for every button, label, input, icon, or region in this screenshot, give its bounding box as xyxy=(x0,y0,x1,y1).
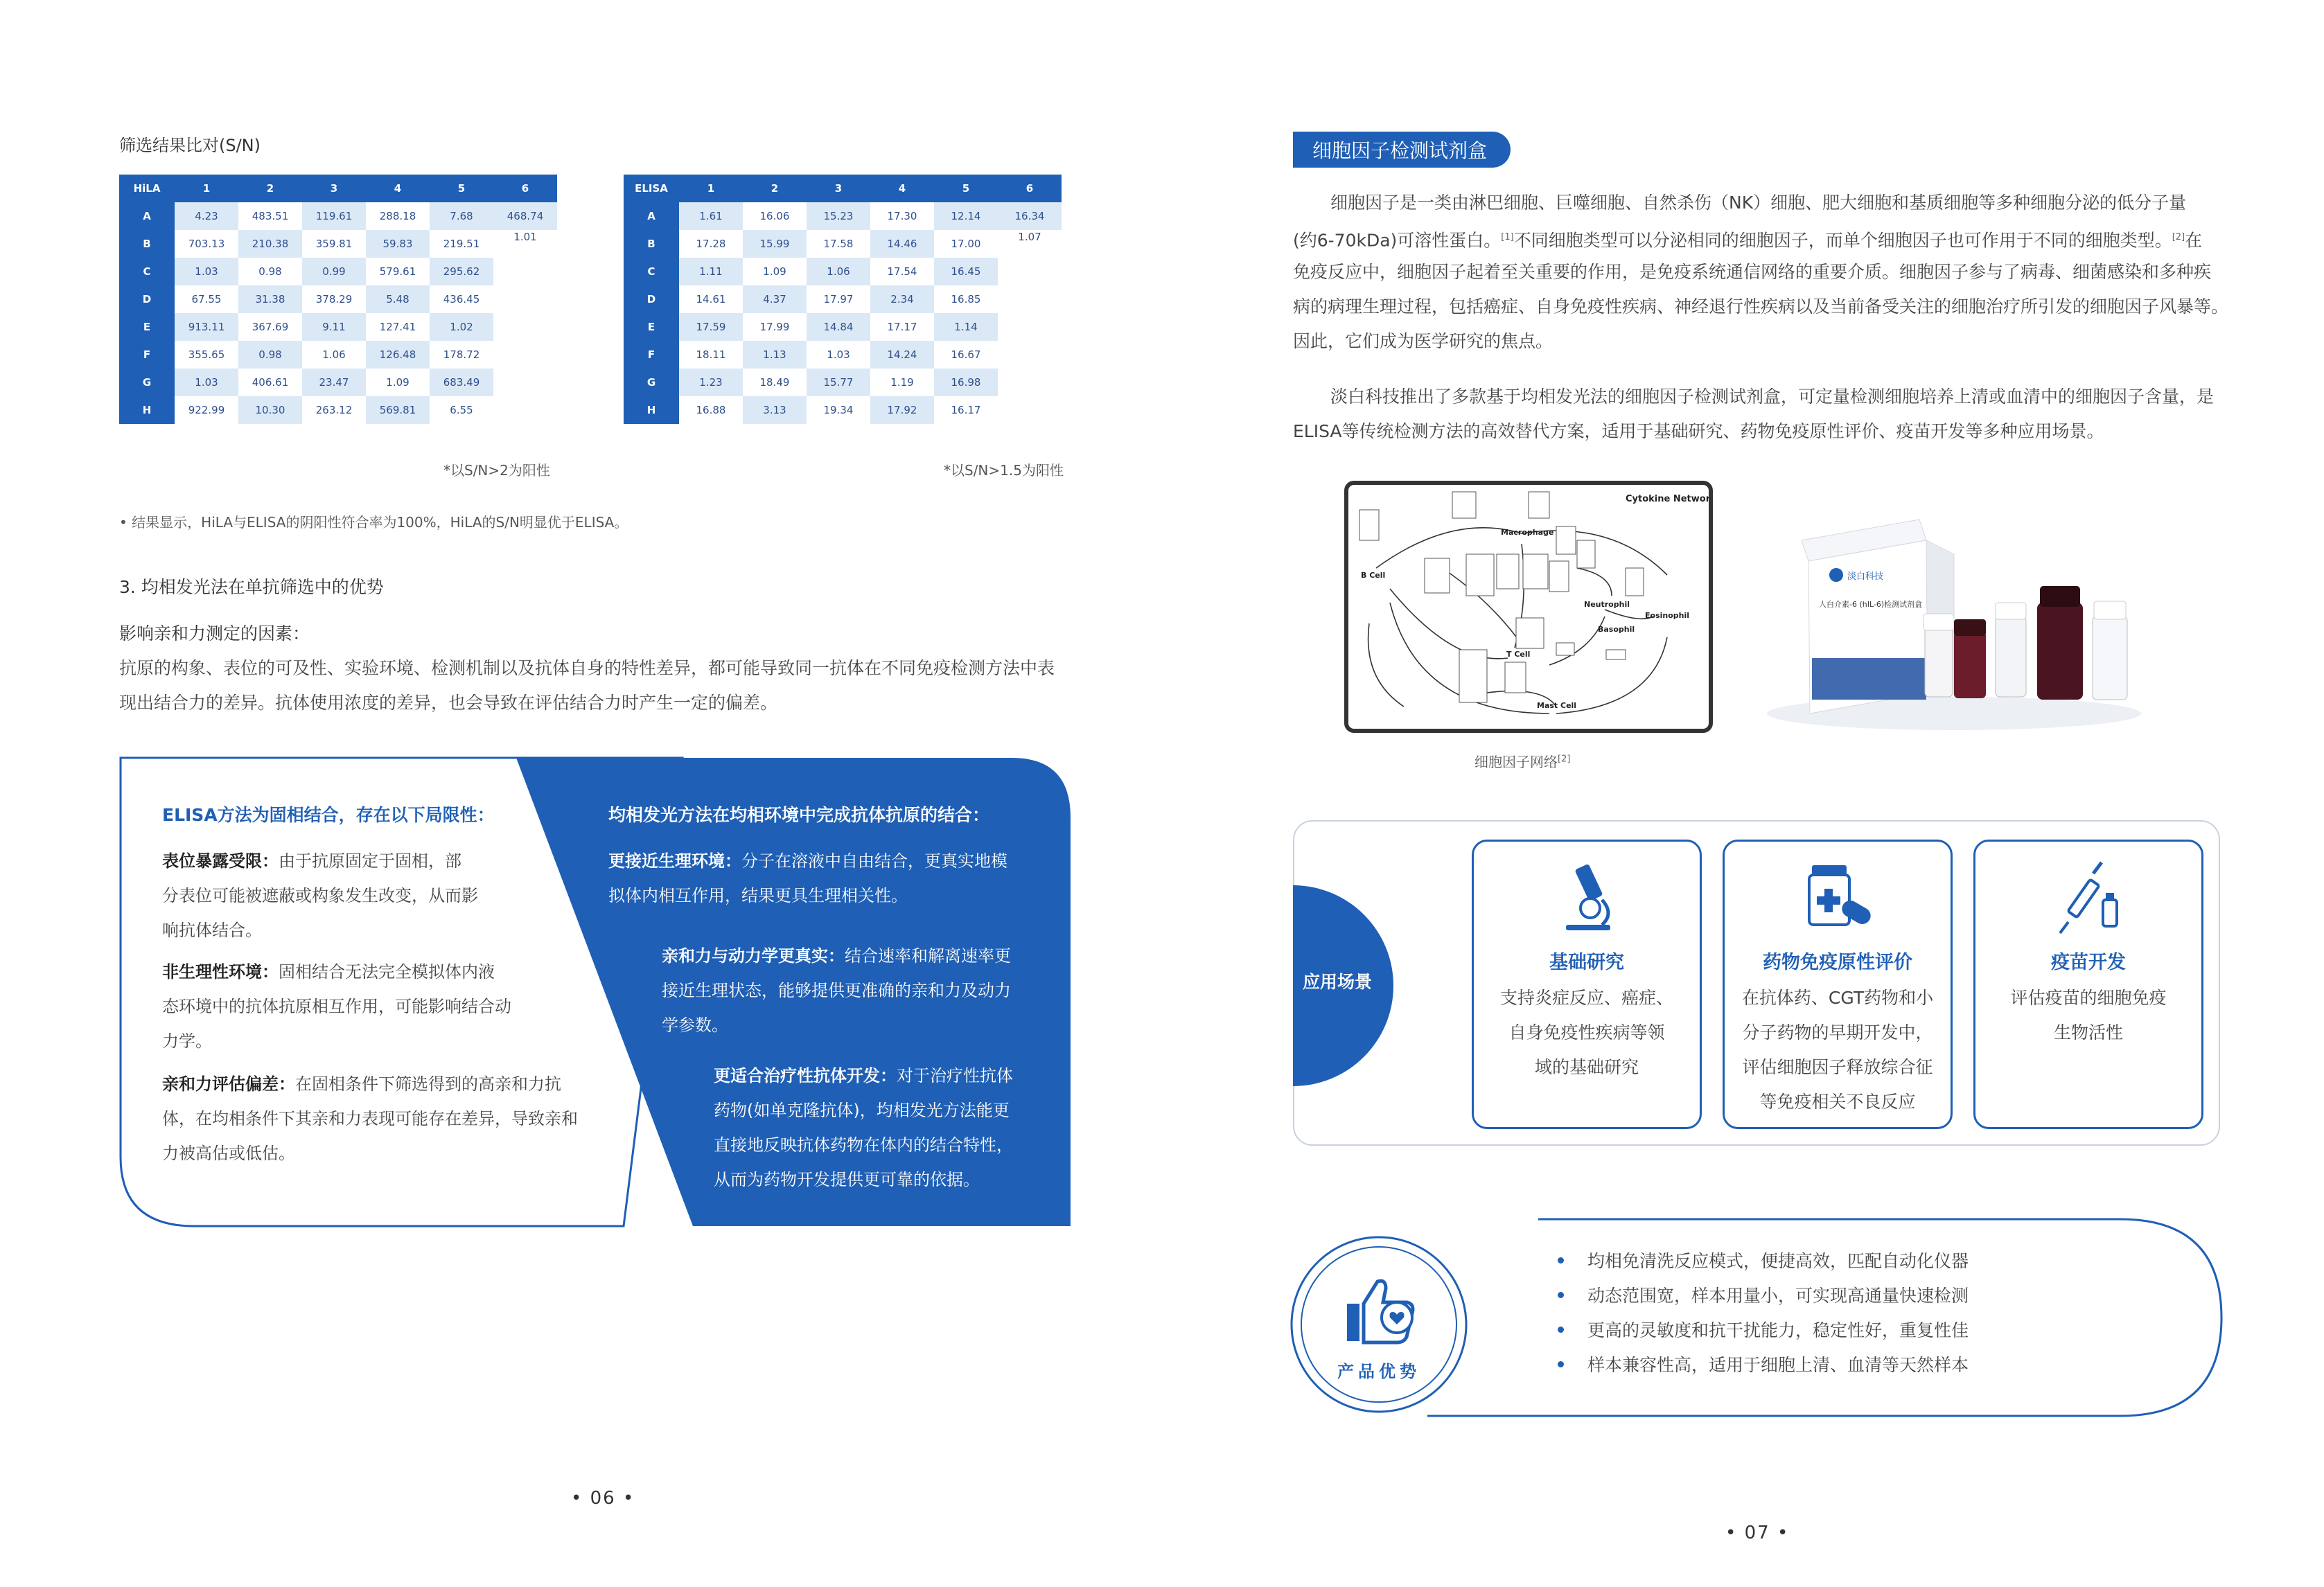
result-note: • 结果显示，HiLA与ELISA的阴阳性符合率为100%，HiLA的S/N明显优于ELISA。 xyxy=(119,514,628,531)
table-row xyxy=(624,396,1062,424)
table-cell xyxy=(493,313,557,341)
bullet-icon xyxy=(1558,1292,1564,1298)
table-cell: 15.99 xyxy=(743,230,807,258)
table-cell xyxy=(493,396,557,424)
table-cell: 12.14 xyxy=(934,202,998,230)
table-cell: 263.12 xyxy=(302,396,366,424)
advantages-label: 产品优势 xyxy=(1337,1362,1420,1381)
hila-table xyxy=(119,175,557,424)
table-cell: 913.11 xyxy=(175,313,238,341)
factors-line-2: 现出结合力的差异。抗体使用浓度的差异，也会导致在评估结合力时产生一定的偏差。 xyxy=(119,693,778,713)
row-header: F xyxy=(119,341,175,369)
table-cell: 703.13 xyxy=(175,230,238,258)
table-cell xyxy=(998,369,1062,396)
table-row xyxy=(624,230,1062,258)
column-header: 1 xyxy=(175,175,238,202)
node-mast-cell: Mast Cell xyxy=(1537,701,1577,710)
table-row xyxy=(119,369,557,396)
table-cell: 15.23 xyxy=(807,202,870,230)
table-cell: 17.00 xyxy=(934,230,998,258)
table-cell: 119.61 xyxy=(302,202,366,230)
table-cell: 17.97 xyxy=(807,285,870,313)
advantage-item: 均相免清洗反应模式，便捷高效，匹配自动化仪器 xyxy=(1558,1243,1969,1277)
table-row xyxy=(624,369,1062,396)
table-row xyxy=(119,341,557,369)
table-cell: 16.17 xyxy=(934,396,998,424)
table-cell: 16.06 xyxy=(743,202,807,230)
table-cell xyxy=(998,313,1062,341)
table-cell: 288.18 xyxy=(366,202,430,230)
table-row xyxy=(624,341,1062,369)
table-cell: 16.45 xyxy=(934,258,998,285)
table-cell: 17.54 xyxy=(870,258,934,285)
table-row xyxy=(624,313,1062,341)
table-cell: 1.14 xyxy=(934,313,998,341)
row-header: E xyxy=(119,313,175,341)
row-header: D xyxy=(119,285,175,313)
table-cell: 178.72 xyxy=(430,341,493,369)
table-cell: 1.03 xyxy=(175,258,238,285)
intro-line-2: (约6-70kDa)可溶性蛋白。[1]不同细胞类型可以分泌相同的细胞因子，而单个细胞因子也可作用于不同的细胞类型。[2]在 xyxy=(1293,230,2203,251)
advantage-item: 更高的灵敏度和抗干扰能力，稳定性好，重复性佳 xyxy=(1558,1312,1969,1347)
card-title: 疫苗开发 xyxy=(2051,952,2126,973)
table-cell: 59.83 xyxy=(366,230,430,258)
card-title: 药物免疫原性评价 xyxy=(1763,952,1912,973)
homogeneous-adv-1: 更接近生理环境：分子在溶液中自由结合，更真实地模 拟体内相互作用，结果更具生理相关性。 xyxy=(608,851,1007,905)
table-cell: 406.61 xyxy=(238,369,302,396)
table-cell: 0.98 xyxy=(238,258,302,285)
intro2-line-2: ELISA等传统检测方法的高效替代方案，适用于基础研究、药物免疫原性评价、疫苗开发等多种应用场景。 xyxy=(1293,421,2104,441)
table-cell: 1.09 xyxy=(743,258,807,285)
app-card-drug-immunogenicity xyxy=(1723,840,1953,1129)
table-cell: 468.74 xyxy=(493,202,557,230)
table-cell: 359.81 xyxy=(302,230,366,258)
table-cell: 367.69 xyxy=(238,313,302,341)
table-cell: 18.11 xyxy=(679,341,743,369)
node-eosinophil: Eosinophil xyxy=(1645,611,1690,620)
kit-product-image xyxy=(1746,485,2148,734)
table-cell: 0.99 xyxy=(302,258,366,285)
table-corner-header: HiLA xyxy=(119,175,175,202)
column-header: 6 xyxy=(998,175,1062,202)
table-cell: 17.92 xyxy=(870,396,934,424)
row-header: D xyxy=(624,285,679,313)
microscope-icon xyxy=(1552,858,1621,934)
table-cell: 19.34 xyxy=(807,396,870,424)
table-cell xyxy=(493,258,557,285)
elisa-limit-2: 非生理性环境：固相结合无法完全模拟体内液 态环境中的抗体抗原相互作用，可能影响结合动 力学。 xyxy=(162,962,511,1051)
table-row xyxy=(624,202,1062,230)
thumbs-up-icon xyxy=(1343,1276,1419,1345)
table-cell: 1.11 xyxy=(679,258,743,285)
elisa-note: *以S/N>1.5为阳性 xyxy=(944,462,1064,479)
row-header: A xyxy=(624,202,679,230)
table-cell: 1.13 xyxy=(743,341,807,369)
table-cell: 1.61 xyxy=(679,202,743,230)
medicine-icon xyxy=(1799,858,1876,934)
column-header: 2 xyxy=(238,175,302,202)
table-row xyxy=(119,313,557,341)
table-cell: 17.99 xyxy=(743,313,807,341)
table-cell: 16.34 xyxy=(998,202,1062,230)
network-caption: 细胞因子网络[2] xyxy=(1474,754,1571,770)
page-number-left: • 06 • xyxy=(571,1488,635,1509)
table-cell: 436.45 xyxy=(430,285,493,313)
row-header: E xyxy=(624,313,679,341)
homogeneous-adv-2: 亲和力与动力学更真实：结合速率和解离速率更 接近生理状态，能够提供更准确的亲和力及动力 学参数。 xyxy=(662,946,1011,1035)
column-header: 3 xyxy=(302,175,366,202)
column-header: 6 xyxy=(493,175,557,202)
node-b-cell: B Cell xyxy=(1361,571,1386,580)
homogeneous-adv-3: 更适合治疗性抗体开发：对于治疗性抗体 药物(如单克隆抗体)，均相发光方法能更 直接地反映抗体药物在体内的结合特性， 从而为药物开发提供更可靠的依据。 xyxy=(714,1066,1013,1189)
table-cell: 14.46 xyxy=(870,230,934,258)
table-cell: 9.11 xyxy=(302,313,366,341)
column-header: 1 xyxy=(679,175,743,202)
table-cell: 17.30 xyxy=(870,202,934,230)
row-header: F xyxy=(624,341,679,369)
card-title: 基础研究 xyxy=(1549,952,1624,973)
table-row xyxy=(624,285,1062,313)
node-neutrophil: Neutrophil xyxy=(1584,600,1630,609)
bullet-icon xyxy=(1558,1257,1564,1264)
table-cell: 1.19 xyxy=(870,369,934,396)
bullet-icon xyxy=(1558,1327,1564,1333)
table-cell: 4.37 xyxy=(743,285,807,313)
bullet-icon xyxy=(1558,1361,1564,1367)
table-row xyxy=(119,202,557,230)
intro-line-4: 病的病理生理过程，包括癌症、自身免疫性疾病、神经退行性疾病以及当前备受关注的细胞治疗所引发的细胞因子风暴等。 xyxy=(1293,296,2229,317)
node-basophil: Basophil xyxy=(1598,625,1635,634)
card-description: 在抗体药、CGT药物和小 分子药物的早期开发中， 评估细胞因子释放综合征 等免疫相关不良反应 xyxy=(1741,988,1934,1112)
table-cell: 18.49 xyxy=(743,369,807,396)
table-cell xyxy=(998,285,1062,313)
app-card-basic-research xyxy=(1472,840,1702,1129)
node-macrophage: Macrophage xyxy=(1501,528,1554,537)
table-cell xyxy=(998,396,1062,424)
app-card-vaccine xyxy=(1973,840,2203,1129)
table-cell: 127.41 xyxy=(366,313,430,341)
row-header: H xyxy=(119,396,175,424)
factors-line-1: 抗原的构象、表位的可及性、实验环境、检测机制以及抗体自身的特性差异，都可能导致同一抗体在不同免疫检测方法中表 xyxy=(119,658,1055,678)
table-cell: 1.06 xyxy=(302,341,366,369)
table-cell: 31.38 xyxy=(238,285,302,313)
intro-line-3: 免疫反应中，细胞因子起着至关重要的作用，是免疫系统通信网络的重要介质。细胞因子参与了病毒、细菌感染和多种疾 xyxy=(1293,262,2212,282)
table-cell: 1.01 xyxy=(493,230,557,258)
row-header: G xyxy=(624,369,679,396)
table-cell: 7.68 xyxy=(430,202,493,230)
node-t-cell: T Cell xyxy=(1506,650,1531,659)
table-cell: 16.88 xyxy=(679,396,743,424)
table-cell: 1.07 xyxy=(998,230,1062,258)
table-cell: 569.81 xyxy=(366,396,430,424)
row-header: B xyxy=(119,230,175,258)
elisa-table xyxy=(624,175,1062,424)
column-header: 4 xyxy=(366,175,430,202)
intro-line-5: 因此，它们成为医学研究的焦点。 xyxy=(1293,331,1553,351)
table-cell: 922.99 xyxy=(175,396,238,424)
column-header: 3 xyxy=(807,175,870,202)
card-description: 支持炎症反应、癌症、 自身免疫性疾病等领 域的基础研究 xyxy=(1499,988,1673,1077)
section-pill: 细胞因子检测试剂盒 xyxy=(1293,132,1511,168)
column-header: 4 xyxy=(870,175,934,202)
table-cell: 16.98 xyxy=(934,369,998,396)
table-cell: 483.51 xyxy=(238,202,302,230)
table-cell: 17.59 xyxy=(679,313,743,341)
table-cell: 1.09 xyxy=(366,369,430,396)
row-header: H xyxy=(624,396,679,424)
table-cell: 1.02 xyxy=(430,313,493,341)
table-cell: 219.51 xyxy=(430,230,493,258)
elisa-limit-1: 表位暴露受限：由于抗原固定于固相，部 分表位可能被遮蔽或构象发生改变，从而影 响抗体结合。 xyxy=(162,851,478,940)
table-cell: 579.61 xyxy=(366,258,430,285)
cytokine-network-diagram xyxy=(1348,485,1709,729)
elisa-limit-3: 亲和力评估偏差：在固相条件下筛选得到的高亲和力抗 体，在均相条件下其亲和力表现可能存在差异，导致亲和 力被高估或低估。 xyxy=(162,1074,578,1163)
row-header: B xyxy=(624,230,679,258)
application-label: 应用场景 xyxy=(1303,972,1373,992)
table-cell: 1.03 xyxy=(175,369,238,396)
network-title: Cytokine Network xyxy=(1626,494,1709,504)
kit-box-label: 人白介素-6 (hIL-6)检测试剂盒 xyxy=(1819,600,1923,609)
table-cell: 683.49 xyxy=(430,369,493,396)
advantage-item: 样本兼容性高，适用于细胞上清、血清等天然样本 xyxy=(1558,1347,1969,1381)
table-cell xyxy=(493,341,557,369)
table-cell: 16.85 xyxy=(934,285,998,313)
table-cell: 3.13 xyxy=(743,396,807,424)
syringe-icon xyxy=(2050,858,2127,934)
homogeneous-heading: 均相发光方法在均相环境中完成抗体抗原的结合： xyxy=(608,805,990,825)
table-cell xyxy=(493,369,557,396)
table-cell: 126.48 xyxy=(366,341,430,369)
row-header: C xyxy=(624,258,679,285)
table-cell: 14.84 xyxy=(807,313,870,341)
table-cell: 210.38 xyxy=(238,230,302,258)
table-cell: 378.29 xyxy=(302,285,366,313)
table-cell xyxy=(493,285,557,313)
row-header: G xyxy=(119,369,175,396)
table-row xyxy=(119,285,557,313)
elisa-limits-heading: ELISA方法为固相结合，存在以下局限性： xyxy=(162,805,495,825)
intro2-line-1: 淡白科技推出了多款基于均相发光法的细胞因子检测试剂盒，可定量检测细胞培养上清或血清中的细胞因子含量，是 xyxy=(1330,387,2215,407)
table-cell: 14.61 xyxy=(679,285,743,313)
table-row xyxy=(624,258,1062,285)
table-cell: 10.30 xyxy=(238,396,302,424)
column-header: 2 xyxy=(743,175,807,202)
table-cell: 5.48 xyxy=(366,285,430,313)
table-cell: 17.17 xyxy=(870,313,934,341)
table-row xyxy=(119,230,557,258)
table-cell: 0.98 xyxy=(238,341,302,369)
factors-title: 影响亲和力测定的因素： xyxy=(119,623,310,644)
table-cell: 17.28 xyxy=(679,230,743,258)
intro-line-1: 细胞因子是一类由淋巴细胞、巨噬细胞、自然杀伤（NK）细胞、肥大细胞和基质细胞等多种细胞分泌的低分子量 xyxy=(1330,193,2187,213)
row-header: C xyxy=(119,258,175,285)
section-3-title: 3. 均相发光法在单抗筛选中的优势 xyxy=(119,577,384,597)
table-cell: 23.47 xyxy=(302,369,366,396)
table-cell: 2.34 xyxy=(870,285,934,313)
kit-brand: 淡白科技 xyxy=(1847,571,1884,582)
table-cell: 4.23 xyxy=(175,202,238,230)
table-cell: 15.77 xyxy=(807,369,870,396)
table-cell xyxy=(998,258,1062,285)
table-cell: 1.23 xyxy=(679,369,743,396)
page-number-right: • 07 • xyxy=(1725,1523,1790,1543)
table-cell: 14.24 xyxy=(870,341,934,369)
advantage-item: 动态范围宽，样本用量小，可实现高通量快速检测 xyxy=(1558,1277,1969,1312)
column-header: 5 xyxy=(934,175,998,202)
cytokine-network-figure xyxy=(1344,481,1713,733)
table-cell: 355.65 xyxy=(175,341,238,369)
table-cell: 67.55 xyxy=(175,285,238,313)
table-row xyxy=(119,258,557,285)
screening-title: 筛选结果比对(S/N) xyxy=(119,136,261,155)
table-corner-header: ELISA xyxy=(624,175,679,202)
table-cell xyxy=(998,341,1062,369)
table-cell: 1.03 xyxy=(807,341,870,369)
hila-note: *以S/N>2为阳性 xyxy=(443,462,550,479)
table-cell: 295.62 xyxy=(430,258,493,285)
table-row xyxy=(119,396,557,424)
table-cell: 6.55 xyxy=(430,396,493,424)
advantages-list xyxy=(1558,1243,1969,1381)
kit-illustration xyxy=(1746,485,2148,734)
table-cell: 1.06 xyxy=(807,258,870,285)
row-header: A xyxy=(119,202,175,230)
table-cell: 17.58 xyxy=(807,230,870,258)
column-header: 5 xyxy=(430,175,493,202)
card-description: 评估疫苗的细胞免疫 生物活性 xyxy=(2010,988,2167,1043)
table-cell: 16.67 xyxy=(934,341,998,369)
